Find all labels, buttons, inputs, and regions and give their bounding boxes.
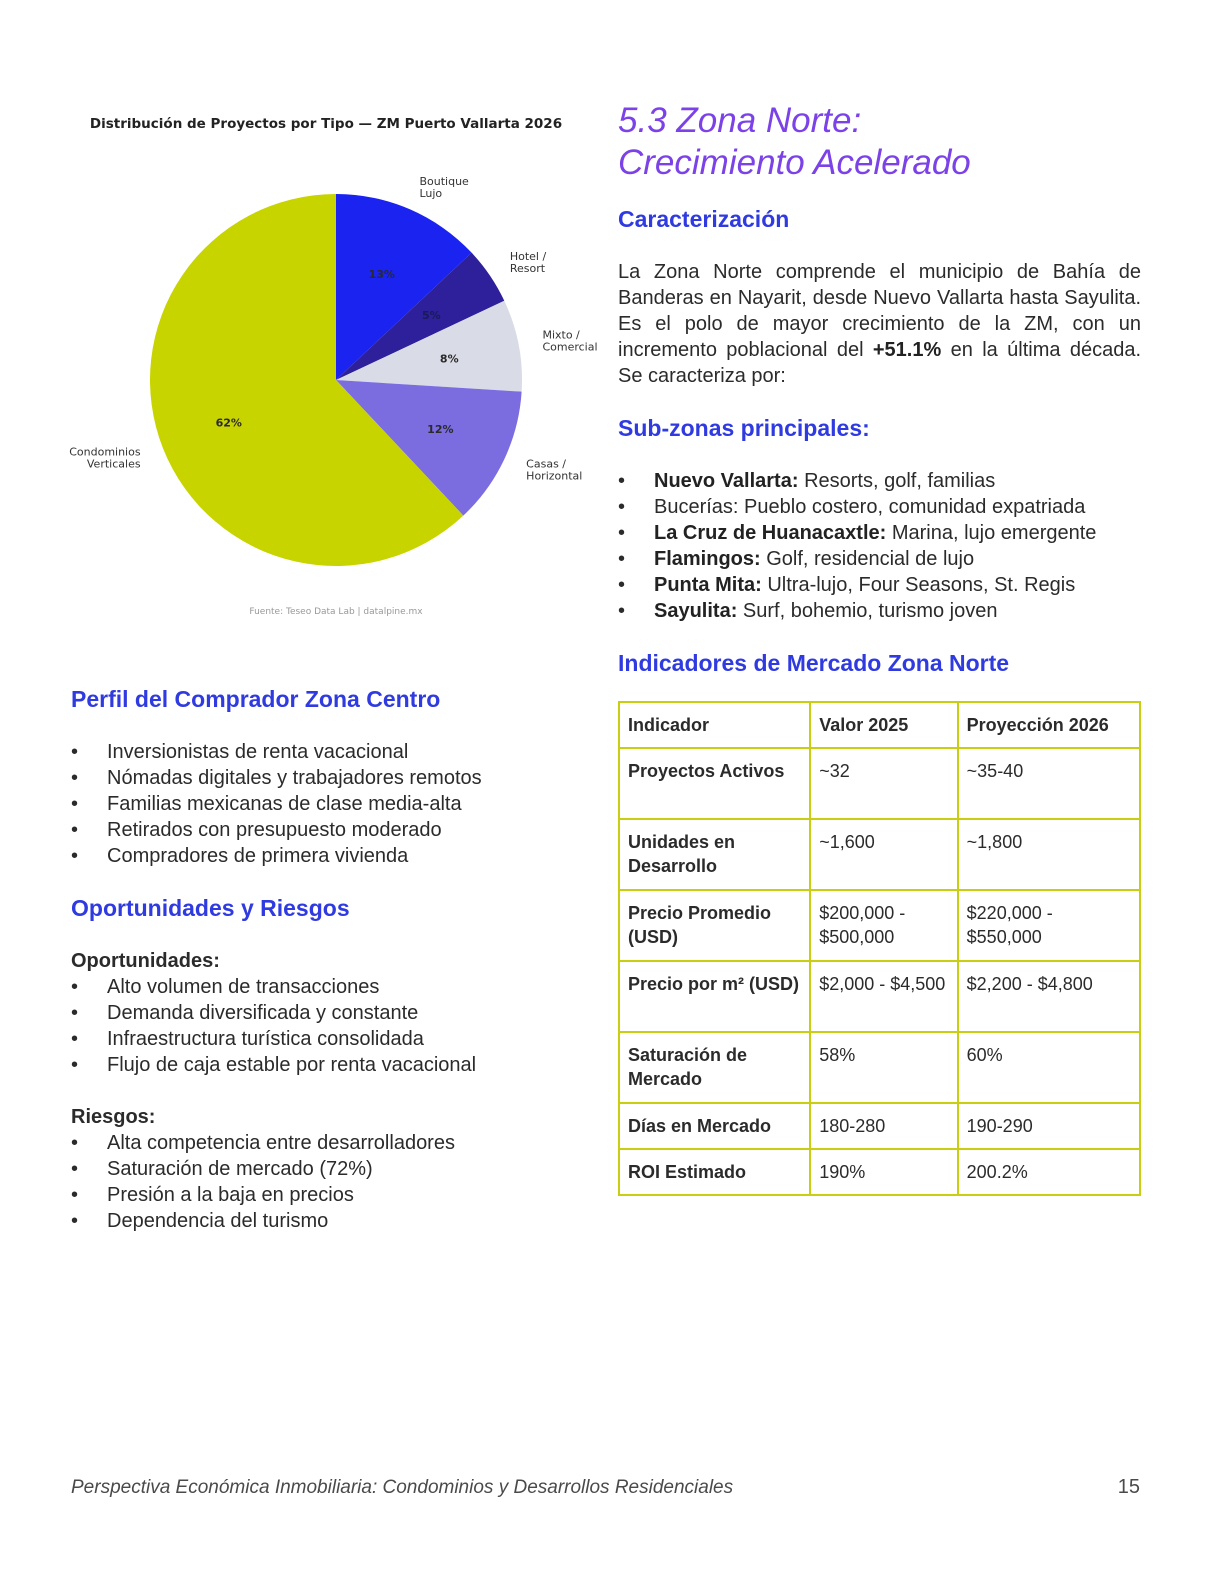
pie-category-label-line: Comercial [542,340,598,354]
table-cell: ~35-40 [958,748,1140,819]
table-cell: ROI Estimado [619,1149,810,1195]
list-item [618,546,1141,572]
pie-category-label [419,175,469,200]
oportunidades-title: Oportunidades y Riesgos [71,895,350,921]
table-cell: 190% [810,1149,957,1195]
pie-pct-label: 5% [422,309,441,323]
list-item: • Presión a la baja en precios [71,1182,583,1208]
subzona-name: Flamingos: [654,548,761,570]
pie-category-label-line: Resort [509,261,546,275]
perfil-list [71,739,583,869]
list-item: • Demanda diversificada y constante [71,1000,583,1026]
table-cell: ~1,600 [810,819,957,890]
table-row [619,890,1140,961]
list-item: • Inversionistas de renta vacacional [71,739,583,765]
table-cell: Saturación de Mercado [619,1032,810,1103]
pie-category-label [510,250,547,275]
subzona-name: Bucerías: [654,496,739,518]
subzona-name: Sayulita: [654,600,738,622]
riesgos-list [71,1130,583,1234]
subzona-name: Punta Mita: [654,574,762,596]
table-cell: 190-290 [958,1103,1140,1149]
pie-category-label [526,457,582,482]
table-cell: 60% [958,1032,1140,1103]
list-item: • Familias mexicanas de clase media-alta [71,791,583,817]
list-item: • Infraestructura turística consolidada [71,1026,583,1052]
caract-text-bold: +51.1% [872,339,942,361]
caracterizacion-text [618,259,1141,389]
list-item: • Alta competencia entre desarrolladores [71,1130,583,1156]
list-item: • Flujo de caja estable por renta vacacional [71,1052,583,1078]
subzona-desc: Ultra-lujo, Four Seasons, St. Regis [761,574,1076,596]
table-header-cell: Indicador [619,702,810,748]
pie-category-label [542,329,597,354]
pie-category-label-line: Casas / [526,457,567,471]
pie-category-label-line: Boutique [419,175,469,189]
list-item: • Nómadas digitales y trabajadores remotos [71,765,583,791]
list-item: • Dependencia del turismo [71,1208,583,1234]
table-cell: Unidades en Desarrollo [619,819,810,890]
page-number: 15 [1117,1476,1140,1498]
pie-chart-svg [62,108,602,628]
pie-category-label [69,445,141,470]
subzona-name: La Cruz de Huanacaxtle: [654,522,887,544]
table-cell: 180-280 [810,1103,957,1149]
perfil-title: Perfil del Comprador Zona Centro [71,686,441,712]
left-column [71,686,583,1234]
subzona-name: Nuevo Vallarta: [654,470,799,492]
table-cell: $220,000 - $550,000 [958,890,1140,961]
caract-text-b: en la última década. Se caracteriza por: [618,339,1141,387]
table-cell: Días en Mercado [619,1103,810,1149]
subzona-desc: Marina, lujo emergente [886,522,1097,544]
list-item [618,494,1141,520]
chart-source: Fuente: Teseo Data Lab | datalpine.mx [249,607,423,617]
list-item [618,468,1141,494]
pie-category-label-line: Hotel / [509,249,547,263]
list-item: • Retirados con presupuesto moderado [71,817,583,843]
right-column [618,100,1141,1196]
section-title-line1: 5.3 Zona Norte: [618,101,862,140]
table-row [619,1032,1140,1103]
list-item: • Alto volumen de transacciones [71,974,583,1000]
table-cell: ~32 [810,748,957,819]
list-item: • Saturación de mercado (72%) [71,1156,583,1182]
list-item [618,520,1141,546]
table-cell: $2,000 - $4,500 [810,961,957,1032]
pie-chart [62,108,602,628]
pie-category-label-line: Lujo [419,187,443,201]
pie-pct-label: 8% [439,352,459,366]
table-row [619,1103,1140,1149]
table-cell: ~1,800 [958,819,1140,890]
pie-category-label-line: Mixto / [542,328,580,342]
table-header-row [619,702,1140,748]
pie-pct-label: 62% [215,416,242,430]
footer-text: Perspectiva Económica Inmobiliaria: Condominios y Desarrollos Residenciales [71,1477,734,1498]
oportunidades-label: Oportunidades: [71,950,220,972]
pie-category-label-line: Horizontal [526,469,583,483]
table-cell: $2,200 - $4,800 [958,961,1140,1032]
subzona-desc: Resorts, golf, familias [798,470,996,492]
pie-pct-label: 12% [427,423,454,437]
list-item [618,598,1141,624]
subzonas-list [618,468,1141,624]
section-title-line2: Crecimiento Acelerado [618,143,971,182]
list-item [618,572,1141,598]
pie-category-label-line: Condominios [69,445,141,459]
table-header-cell: Valor 2025 [810,702,957,748]
subzona-desc: Golf, residencial de lujo [760,548,975,570]
table-cell: $200,000 - $500,000 [810,890,957,961]
caracterizacion-title: Caracterización [618,206,790,232]
table-cell: Precio Promedio (USD) [619,890,810,961]
chart-title: Distribución de Proyectos por Tipo — ZM Puerto Vallarta 2026 [89,116,563,132]
oportunidades-list [71,974,583,1078]
subzonas-title: Sub-zonas principales: [618,415,870,441]
subzona-desc: Pueblo costero, comunidad expatriada [738,496,1086,518]
table-cell: Proyectos Activos [619,748,810,819]
indicadores-table [618,701,1141,1196]
table-header-cell: Proyección 2026 [958,702,1140,748]
table-cell: 58% [810,1032,957,1103]
indicadores-title: Indicadores de Mercado Zona Norte [618,650,1010,676]
table-row [619,1149,1140,1195]
section-title [618,100,1141,184]
table-cell: 200.2% [958,1149,1140,1195]
table-row [619,961,1140,1032]
table-row [619,748,1140,819]
list-item: • Compradores de primera vivienda [71,843,583,869]
pie-category-label-line: Verticales [86,457,141,471]
subzona-desc: Surf, bohemio, turismo joven [737,600,998,622]
table-row [619,819,1140,890]
table-cell: Precio por m² (USD) [619,961,810,1032]
caract-text-a: La Zona Norte comprende el municipio de Bahía de Banderas en Nayarit, desde Nuevo Vallarta hasta Sayulita. Es el polo de mayor crecimiento de la ZM, con un incremento poblacional del [618,261,1141,361]
riesgos-label: Riesgos: [71,1106,156,1128]
pie-pct-label: 13% [368,268,395,282]
